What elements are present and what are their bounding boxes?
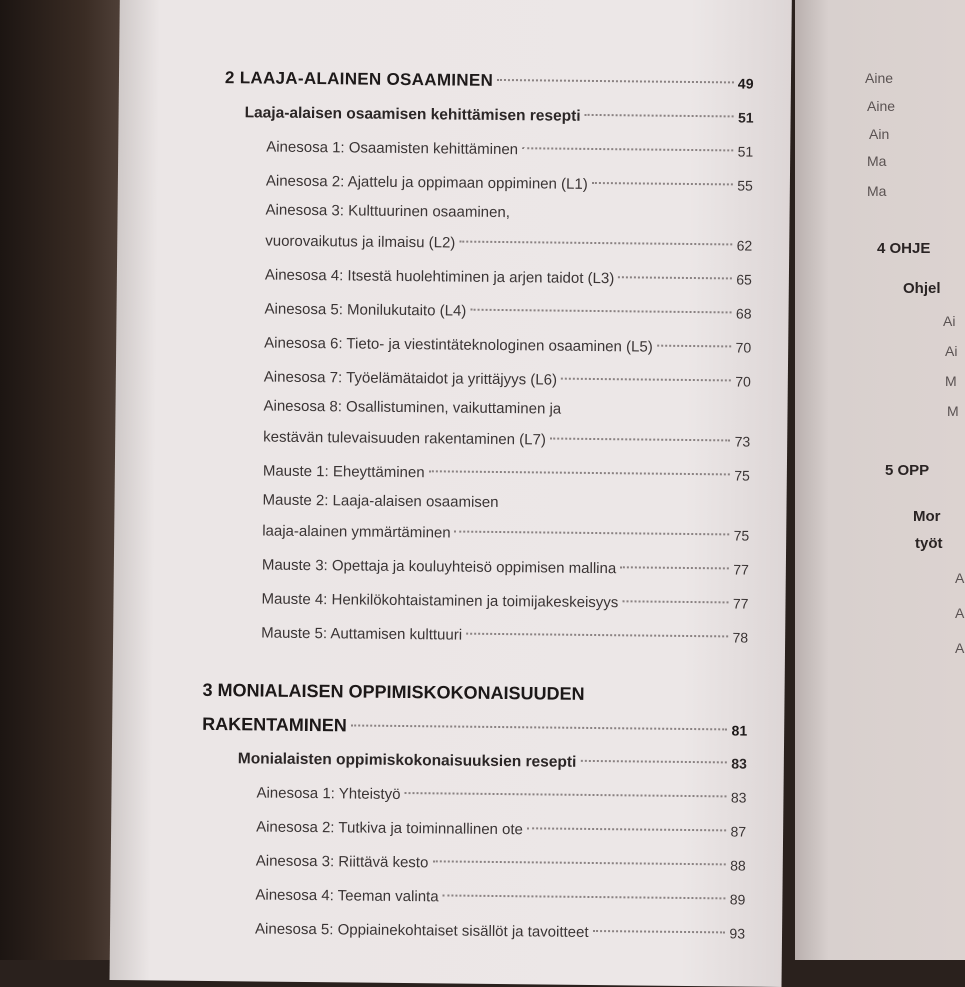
dot-leader	[618, 276, 732, 279]
dot-leader	[459, 241, 732, 246]
toc-entry-title: Laaja-alaisen osaamisen kehittämisen resepti	[244, 104, 581, 125]
toc-entry	[208, 95, 753, 135]
toc-entry-title: Ainesosa 1: Osaamisten kehittäminen	[266, 138, 519, 159]
toc-entry	[203, 581, 748, 621]
right-page-fragment: Ai	[945, 343, 958, 359]
toc-entry-title: Mauste 3: Opettaja ja kouluyhteisö oppimisen mallina	[261, 556, 617, 578]
dot-leader	[497, 79, 734, 83]
toc-entry-title: Ainesosa 4: Itsestä huolehtiminen ja arjen taidot (L3)	[264, 266, 615, 288]
toc-entry-title: Ainesosa 6: Tieto- ja viestintäteknologinen osaaminen (L5)	[264, 334, 653, 356]
right-page-fragment: A	[955, 605, 965, 621]
toc-entry	[206, 359, 751, 399]
toc-entry-title: laaja-alainen ymmärtäminen	[262, 522, 451, 542]
toc-page-number: 73	[734, 433, 751, 450]
right-page-fragment: M	[945, 373, 957, 389]
right-page-fragment: työt	[915, 535, 943, 552]
dot-leader	[561, 378, 731, 382]
toc-entry-title: Ainesosa 4: Teeman valinta	[255, 886, 439, 906]
dot-leader	[593, 930, 726, 933]
toc-entry	[205, 453, 750, 493]
dot-leader	[351, 724, 728, 730]
toc-page-number: 78	[732, 629, 749, 646]
right-page-fragment: Ohjel	[903, 280, 941, 297]
toc-entry-title: Mauste 4: Henkilökohtaistaminen ja toimijakeskeisyys	[261, 590, 619, 612]
right-page	[795, 0, 965, 960]
dot-leader	[404, 792, 726, 797]
toc-entry-title: Ainesosa 5: Oppiainekohtaiset sisällöt ja tavoitteet	[254, 920, 589, 941]
toc-page-number: 77	[733, 561, 749, 578]
right-page-fragment: Mor	[913, 508, 941, 525]
dot-leader	[470, 309, 732, 314]
toc-entry	[206, 325, 751, 365]
toc-entry	[204, 547, 749, 587]
dot-leader	[592, 182, 734, 185]
toc-entry	[206, 291, 751, 331]
toc-entry-title: Ainesosa 2: Tutkiva ja toiminnallinen ote	[256, 818, 524, 839]
toc-entry	[207, 257, 752, 297]
toc-entry-title: vuorovaikutus ja ilmaisu (L2)	[265, 232, 456, 252]
toc-entry-title: Ainesosa 7: Työelämätaidot ja yrittäjyys (L6)	[263, 368, 558, 389]
right-page-fragment: 4 OHJE	[877, 240, 931, 257]
toc-entry	[202, 707, 747, 747]
right-page-fragment: 5 OPP	[885, 462, 930, 479]
toc-entry-title: Ainesosa 2: Ajattelu ja oppimaan oppiminen (L1)	[265, 172, 588, 193]
dot-leader	[522, 147, 734, 151]
right-page-fragment: Aine	[865, 70, 894, 86]
toc-entry	[203, 615, 748, 655]
toc-entry	[201, 809, 746, 849]
toc-entry-title: Mauste 2: Laaja-alaisen osaamisen	[262, 491, 499, 511]
toc-page-number: 68	[735, 305, 752, 322]
toc-entry	[207, 223, 752, 263]
toc-entry-title: Ainesosa 3: Kulttuurinen osaaminen,	[265, 201, 511, 222]
table-of-contents	[200, 61, 754, 951]
left-page	[110, 0, 792, 987]
toc-page-number: 83	[731, 755, 747, 772]
toc-entry-title: 2 LAAJA-ALAINEN OSAAMINEN	[224, 68, 494, 90]
toc-entry	[200, 911, 745, 951]
toc-page-number: 87	[730, 823, 747, 840]
toc-page-number: 55	[737, 177, 753, 194]
toc-entry-title: Ainesosa 3: Riittävä kesto	[255, 852, 429, 872]
right-page-fragment: M	[947, 403, 959, 419]
toc-entry	[202, 741, 747, 781]
toc-page-number: 81	[731, 722, 748, 739]
toc-page-number: 70	[735, 339, 752, 356]
toc-entry	[208, 129, 753, 169]
toc-entry-title: RAKENTAMINEN	[202, 713, 347, 736]
toc-page-number: 49	[737, 75, 755, 92]
toc-page-number: 70	[735, 373, 751, 390]
toc-entry-line	[202, 673, 747, 713]
toc-entry	[205, 419, 750, 459]
toc-entry	[209, 61, 754, 101]
toc-page-number: 51	[737, 109, 754, 126]
right-page-fragment: Aine	[867, 98, 896, 114]
toc-page-number: 75	[734, 467, 750, 484]
right-page-fragment: Ain	[869, 126, 890, 142]
dot-leader	[580, 760, 727, 764]
dot-leader	[443, 894, 726, 899]
toc-entry	[201, 775, 746, 815]
toc-page-number: 93	[729, 925, 746, 942]
dot-leader	[620, 566, 729, 569]
toc-entry-title: Ainesosa 5: Monilukutaito (L4)	[264, 300, 467, 320]
right-page-fragment: Ma	[867, 183, 887, 199]
right-page-fragment: A	[955, 570, 965, 586]
dot-leader	[527, 827, 727, 831]
toc-page-number: 88	[730, 857, 746, 874]
toc-page-number: 77	[732, 595, 749, 612]
toc-entry	[204, 513, 749, 553]
dot-leader	[657, 345, 732, 348]
dot-leader	[466, 633, 728, 638]
toc-entry-title: 3 MONIALAISEN OPPIMISKOKONAISUUDEN	[202, 679, 585, 704]
toc-page-number: 75	[733, 527, 750, 544]
toc-entry-title: Ainesosa 1: Yhteistyö	[256, 784, 401, 803]
right-page-fragment: Ma	[867, 153, 887, 169]
toc-entry-title: Monialaisten oppimiskokonaisuuksien resepti	[237, 750, 577, 771]
dot-leader	[622, 600, 729, 603]
dot-leader	[432, 860, 726, 865]
right-page-fragment: A	[955, 640, 965, 656]
toc-entry-title: Mauste 5: Auttamisen kulttuuri	[261, 624, 463, 644]
toc-page-number: 89	[729, 891, 746, 908]
toc-page-number: 65	[736, 271, 752, 288]
toc-page-number: 51	[737, 143, 754, 160]
dot-leader	[550, 438, 731, 442]
toc-entry	[200, 877, 745, 917]
toc-entry-title: kestävän tulevaisuuden rakentaminen (L7)	[263, 428, 546, 449]
toc-entry	[208, 163, 753, 203]
toc-entry	[201, 843, 746, 883]
dot-leader	[455, 531, 730, 536]
toc-entry-title: Mauste 1: Eheyttäminen	[262, 462, 425, 482]
dot-leader	[429, 470, 731, 475]
right-page-fragment: Ai	[943, 313, 956, 329]
dot-leader	[585, 114, 734, 118]
toc-entry-title: Ainesosa 8: Osallistuminen, vaikuttaminen ja	[263, 397, 562, 418]
toc-page-number: 83	[730, 789, 747, 806]
toc-page-number: 62	[736, 237, 753, 254]
